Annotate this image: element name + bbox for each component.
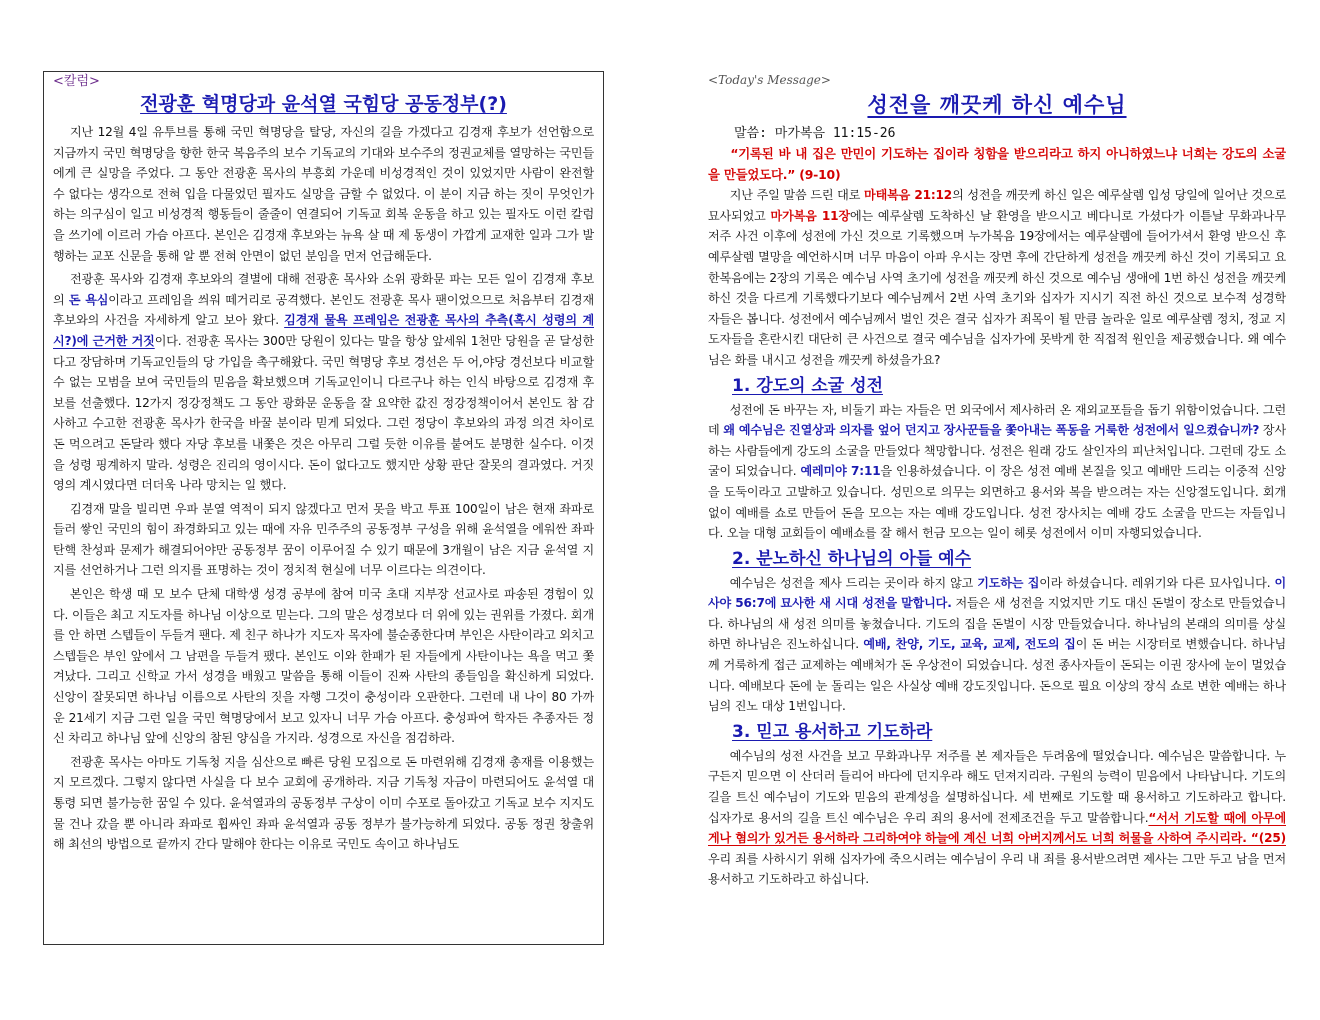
- key-verse: “기록된 바 내 집은 만민이 기도하는 집이라 칭함을 받으리라고 하지 아니하였느냐 너희는 강도의 소굴을 만들었도다.” (9-10): [708, 146, 1286, 182]
- ref-matthew: 마태복음 21:12: [864, 188, 953, 203]
- column-article: [43, 71, 604, 945]
- ref-mark: 마가복음 11장: [770, 208, 850, 223]
- message-tag: <Today's Message>: [708, 73, 831, 87]
- column-tag: <칼럼>: [53, 74, 100, 89]
- section-1-paragraph: 성전에 돈 바꾸는 자, 비둘기 파는 자들은 먼 외국에서 제사하러 온 재외교포들을 돕기 위함이었습니다. 그런데 왜 예수님은 진열상과 의자를 엎어 던지고 장사꾼들을 쫓아내는 폭동을 거룩한 성전에서 일으켰습니까? 장사하는 사람들에게 강도의 소굴을 만들었다 책망합니다. 성전은 원래 강도 살인자의 피난처입니다. 그런데 강도 소굴이 되었습니다. 예레미야 7:11을 인용하셨습니다. 이 장은 성전 예배 본질을 잊고 예배만 드리는 이중적 신앙을 도둑이라고 고발하고 있습니다. 성민으로 의무는 외면하고 용서와 복을 받으려는 자는 신앙절도입니다. 회개 없이 예배를 쇼로 만들어 돈을 모으는 자는 예배 강도입니다. 성전 장사치는 예배 강도 소굴을 만드는 자들입니다. 오늘 대형 교회들이 예배쇼를 잘 해서 헌금 모으는 일이 헤롯 성전에서 이미 자행되었습니다.: [708, 402, 1286, 541]
- highlight-false-frame: 김경재 물욕 프레임은 전광훈 목사의 추측(혹시 성령의 계시?)에 근거한 거짓: [53, 313, 594, 348]
- section-heading-1: 1. 강도의 소굴 성전: [732, 375, 883, 396]
- highlight-house-of-prayer: 기도하는 집: [977, 575, 1040, 590]
- column-body: [53, 122, 594, 855]
- paragraph-1: 지난 12월 4일 유투브를 통해 국민 혁명당을 탈당, 자신의 길을 가겠다고 김경재 후보가 선언함으로 지금까지 국민 혁명당을 향한 한국 복음주의 보수 기독교의 기대와 보수주의 정권교체를 열망하는 국민들에게 큰 실망을 주었다. 그 동안 전광훈 목사의 부흥회 가운데 비성경적인 것이 있었지만 사람이 완전할 수 없다는 생각으로 전혀 입을 다물었던 필자도 실망을 금할 수 없었다. 이 분이 지금 하는 짓이 무엇인가 하는 의구심이 일고 비성경적 행동들이 줄줄이 연결되어 기독교 회복 운동을 하고 있는 필자도 이런 칼럼을 쓰기에 이르러 가슴 아프다. 본인은 김경재 후보와는 뉴욕 살 때 제 동생이 가깝게 교재한 일과 그가 발행하는 교포 신문을 통해 알 뿐 전혀 안면이 없던 분임을 먼저 언급해둔다.: [53, 125, 594, 263]
- scripture-reference: 말씀: 마가복음 11:15-26: [734, 126, 896, 141]
- highlight-verse-25: “서서 기도할 때에 아무에게나 혐의가 있거든 용서하라 그리하여야 하늘에 계신 너희 아버지께서도 너희 허물을 사하여 주시리라. “(25): [708, 810, 1286, 846]
- highlight-worship-list: 예배, 찬양, 기도, 교육, 교제, 전도의 집: [863, 637, 1076, 652]
- paragraph-3: 김경재 말을 빌리면 우파 분열 역적이 되지 않겠다고 먼저 못을 박고 투표 100일이 남은 현재 좌파로 들러 쌓인 국민의 힘이 좌경화되고 있는 때에 자유 민주주의 공동정부 구성을 위해 윤석열을 에워싼 좌파 탄핵 찬성파 문제가 해결되어야만 공동정부 꿈이 이루어질 수 있기 때문에 3개월이 남은 지금 윤석열 지지를 선언하거나 그런 의지를 표명하는 것이 정치적 현실에 너무 이르다는 의견이다.: [53, 501, 594, 578]
- column-title: 전광훈 혁명당과 윤석열 국힘당 공동정부(?): [140, 93, 507, 115]
- section-3-paragraph: 예수님의 성전 사건을 보고 무화과나무 저주를 본 제자들은 두려움에 떨었습니다. 예수님은 말씀합니다. 누구든지 믿으면 이 산더러 들리어 바다에 던지우라 해도 던져지리라. 구원의 능력이 믿음에서 나타납니다. 기도의 길을 트신 예수님이 기도와 믿음의 관계성을 설명하십니다. 세 번째로 기도할 때 용서하고 기도하라고 합니다. 십자가로 용서의 길을 트신 예수님은 우리 죄의 용서에 전제조건을 두고 말씀합니다.“서서 기도할 때에 아무에게나 혐의가 있거든 용서하라 그리하여야 하늘에 계신 너희 아버지께서도 너희 허물을 사하여 주시리라. “(25) 우리 죄를 사하시기 위해 십자가에 죽으시려는 예수님이 우리 내 죄를 용서받으려면 제사는 그만 두고 남을 먼저 용서하고 기도하라고 하십니다.: [708, 748, 1286, 887]
- section-heading-2: 2. 분노하신 하나님의 아들 예수: [732, 548, 972, 569]
- ref-jeremiah: 예레미야 7:11: [800, 464, 881, 479]
- ref-isaiah: 이사야 56:7에 묘사한 새 시대 성전을 말합니다.: [708, 575, 1286, 611]
- paragraph-5: 전광훈 목사는 아마도 기독청 지을 심산으로 빠른 당원 모집으로 돈 마련위해 김경재 총재를 이용했는지 모르겠다. 그렇지 않다면 사실을 다 보수 교회에 공개하라. 지금 기독청 자금이 마련되어도 윤석열 대통령 되면 불가능한 꿈일 수 있다. 윤석열과의 공동정부 구상이 이미 수포로 돌아갔고 기독교 보수 지지도 물 건나 갔을 뿐 아니라 좌파로 휩싸인 좌파 윤석열과 공동 정부가 불가능하게 되었다. 공동 정권 창출위해 최선의 방법으로 끝까지 간다 말해야 한다는 이유로 국민도 속이고 하나님도: [53, 754, 594, 852]
- sermon-title: 성전을 깨끗케 하신 예수님: [867, 93, 1127, 117]
- sermon-body: [708, 185, 1286, 890]
- paragraph-2: 전광훈 목사와 김경재 후보와의 결별에 대해 전광훈 목사와 소위 광화문 파는 모든 일이 김경재 후보의 돈 욕심이라고 프레임을 씌워 떼거리로 공격했다. 본인도 전광훈 목사 팬이었으므로 처음부터 김경재 후보와의 사건을 자세하게 알고 보아 왔다. 김경재 물욕 프레임은 전광훈 목사의 추측(혹시 성령의 계시?)에 근거한 거짓이다. 전광훈 목사는 300만 당원이 있다는 말을 항상 앞세워 1천만 당원을 곧 달성한다고 장담하며 기독교인들의 당 가입을 촉구해왔다. 국민 혁명당 후보 경선은 두 어,야당 경선보다 비교할 수 없는 모범을 보여 국민들의 믿음을 확보했으며 기독교인이니 다르구나 하는 인식 바탕으로 김경재 후보를 선출했다. 12가지 정강정책도 그 동안 광화문 운동을 잘 요약한 값진 정강정책이어서 본인도 참 감사하고 수고한 전광훈 목사가 한국을 바꿀 분이라 믿게 되었다. 그런 정당이 후보와의 과정 의견 차이로 돈 먹으려고 돈달라 했다 자당 후보를 내쫓은 것은 아무리 그럴 듯한 이유를 붙여도 분명한 실수다. 이것을 성령 핑계하지 말라. 성령은 진리의 영이시다. 돈이 없다고도 했지만 상황 판단 잘못의 결과였다. 거짓 영의 계시였다면 더더욱 나라 망치는 일 했다.: [53, 272, 595, 493]
- section-2-paragraph: 예수님은 성전을 제사 드리는 곳이라 하지 않고 기도하는 집이라 하셨습니다. 레위기와 다른 묘사입니다. 이사야 56:7에 묘사한 새 시대 성전을 말합니다. 저들은 새 성전을 지었지만 기도 대신 돈벌이 장소로 만들었습니다. 하나님의 새 성전 의미를 놓쳤습니다. 기도의 집을 돈벌이 시장 만들었습니다. 하나님의 본래의 의미를 상실하면 하나님은 진노하십니다. 예배, 찬양, 기도, 교육, 교제, 전도의 집이 돈 버는 시장터로 변했습니다. 하나님께 거룩하게 접근 교제하는 예배처가 돈 우상전이 되었습니다. 성전 종사자들이 돈되는 이권 장사에 눈이 멀었습니다. 예배보다 돈에 눈 돌리는 일은 사실상 예배 강도짓입니다. 돈으로 필요 이상의 장식 쇼로 변한 예배는 하나님의 진노 대상 1번입니다.: [708, 575, 1286, 714]
- paragraph-4: 본인은 학생 때 모 보수 단체 대학생 성경 공부에 참여 미국 초대 지부장 선교사로 파송된 경험이 있다. 이들은 최고 지도자를 하나님 이상으로 믿는다. 그의 말은 성경보다 더 위에 있는 권위를 가졌다. 회개를 안 하면 스텝들이 두들겨 팬다. 제 친구 하나가 지도자 목자에 불순종한다며 부인은 사탄이라고 외치고 스텝들은 부인 앞에서 그 남편을 두들겨 팼다. 본인도 이와 한패가 된 자들에게 사탄이나는 욕을 먹고 쫓겨났다. 그리고 신학교 가서 성경을 배웠고 말씀을 통해 이들이 진짜 사탄의 종들임을 확신하게 되었다. 신앙이 잘못되면 하나님 이름으로 사탄의 짓을 자행 그것이 충성이라 오판한다. 그런데 내 나이 80 가까운 21세기 지금 그런 일을 국민 혁명당에서 보고 있자니 너무 가슴 아프다. 충성파여 학자든 추종자든 정신 차리고 하나님 앞에 신앙의 참된 양심을 가지라. 성경으로 자신을 점검하라.: [53, 587, 594, 746]
- highlight-money-greed: 돈 욕심: [68, 292, 109, 307]
- sermon-article: [708, 72, 1286, 962]
- highlight-question: 왜 예수님은 진열상과 의자를 엎어 던지고 장사꾼들을 쫓아내는 폭동을 거룩한 성전에서 일으켰습니까?: [723, 423, 1260, 438]
- section-heading-3: 3. 믿고 용서하고 기도하라: [732, 721, 933, 742]
- intro-paragraph: 지난 주일 말씀 드린 대로 마태복음 21:12의 성전을 깨끗케 하신 일은 예루살렘 입성 당일에 일어난 것으로 묘사되었고 마가복음 11장에는 예루살렘 도착하신 날 환영을 받으시고 베다니로 가셨다가 이튿날 무화과나무 저주 사건 이후에 성전에 가신 것으로 기록했으며 누가복음 19장에서는 예루살렘에 들어가셔서 환영 받으신 후 예루살렘 멸망을 예언하시며 너무 마음이 아파 우시는 장면 후에 간단하게 성전을 깨끗케 하신 것이 기록되고 요한복음에는 2장의 기록은 예수님 사역 초기에 성전을 깨끗케 하신 것으로 예수님 생애에 1번 하신 성전을 깨끗케 하신 것을 다르게 기록했다기보다 예수님께서 2번 사역 초기와 십자가 지시기 직전 하신 것으로 보수적 성경학자들은 봅니다. 성전에서 예수님께서 벌인 것은 결국 십자가 죄목이 될 만큼 놀라운 일로 예루살렘 정치, 정교 지도자들을 혼란시킨 대단히 큰 사건으로 결국 예수님을 십자가에 못박게 한 직접적 원인을 제공했습니다. 왜 예수님은 화를 내시고 성전을 깨끗케 하셨을가요?: [708, 188, 1286, 367]
